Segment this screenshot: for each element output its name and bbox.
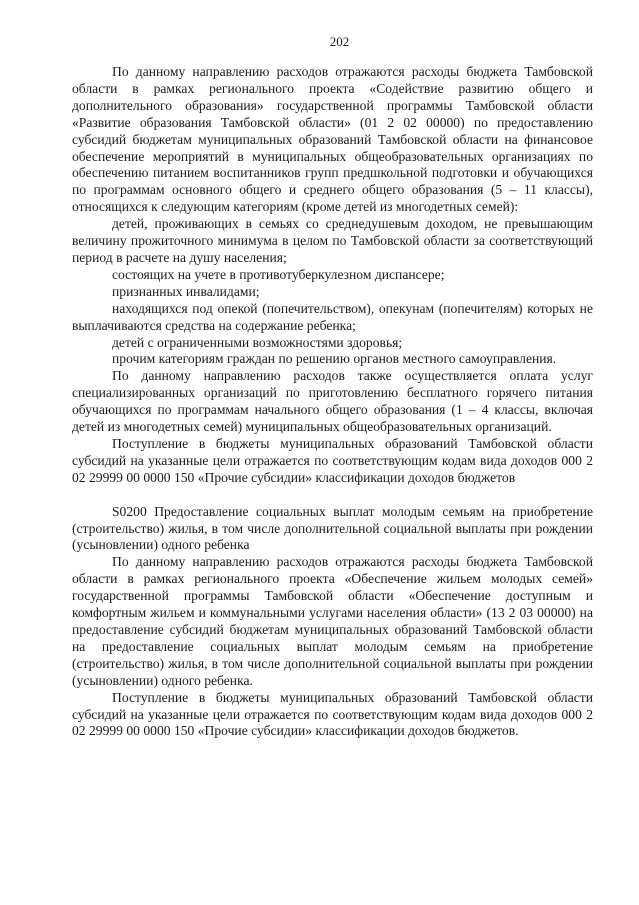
page-number: 202 <box>329 34 350 49</box>
paragraph-meals-intro: По данному направлению расходов отражаются расходы бюджета Тамбовской области в рамках регионального проекта «Содействие развитию общего и дополнительного образования» государственной программы Тамбовской области «Развитие образования Тамбовской области» (01 2 02 00000) по предоставлению субсидий бюджетам муниципальных образований Тамбовской области на финансовое обеспечение мероприятий в муниципальных общеобразовательных организациях по обеспечению питанием воспитанников групп предшкольной подготовки и обучающихся по программам основного общего и среднего общего образования (5 – 11 классы), относящихся к следующим категориям (кроме детей из многодетных семей): <box>72 64 593 215</box>
paragraph-hot-meals: По данному направлению расходов также осуществляется оплата услуг специализированных организаций по приготовлению бесплатного горячего питания обучающихся по программам начального общего образования (1 – 4 классы, включая детей из многодетных семей) муниципальных общеобразовательных организаций. <box>72 368 593 435</box>
section-heading-s0200: S0200 Предоставление социальных выплат молодым семьям на приобретение (строительство) жилья, в том числе дополнительной социальной выплаты при рождении (усыновлении) одного ребенка <box>72 503 593 553</box>
category-other: прочим категориям граждан по решению органов местного самоуправления. <box>112 351 557 367</box>
category-tuberculosis: состоящих на учете в противотуберкулезном диспансере; <box>112 266 445 282</box>
category-guardianship: находящихся под опекой (попечительством), опекунам (попечителям) которых не выплачиваются средства на содержание ребенка; <box>72 300 593 333</box>
category-disabled: признанных инвалидами; <box>112 283 260 299</box>
category-limited-health: детей с ограниченными возможностями здоровья; <box>112 334 403 350</box>
section-gap <box>72 487 593 504</box>
category-low-income: детей, проживающих в семьях со среднедушевым доходом, не превышающим величину прожиточного минимума в целом по Тамбовской области за соответствующий период в расчете на душу населения; <box>72 216 593 265</box>
paragraph-revenue-codes-2: Поступление в бюджеты муниципальных образований Тамбовской области субсидий на указанные цели отражается по соответствующим кодам вида доходов 000 2 02 29999 00 0000 150 «Прочие субсидии» классификации доходов бюджетов. <box>72 689 593 739</box>
paragraph-revenue-codes-1: Поступление в бюджеты муниципальных образований Тамбовской области субсидий на указанные цели отражается по соответствующим кодам вида доходов 000 2 02 29999 00 0000 150 «Прочие субсидии» классификации доходов бюджетов <box>72 435 593 485</box>
paragraph-young-families: По данному направлению расходов отражаются расходы бюджета Тамбовской области в рамках регионального проекта «Обеспечение жильем молодых семей» государственной программы Тамбовской области «Обеспечение доступным и комфортным жильем и коммунальными услугами населения области» (13 2 03 00000) на предоставление субсидий бюджетам муниципальных образований Тамбовской области на предоставление социальных выплат молодым семьям на приобретение (строительство) жилья, в том числе дополнительной социальной выплаты при рождении (усыновлении) одного ребенка. <box>72 554 593 688</box>
